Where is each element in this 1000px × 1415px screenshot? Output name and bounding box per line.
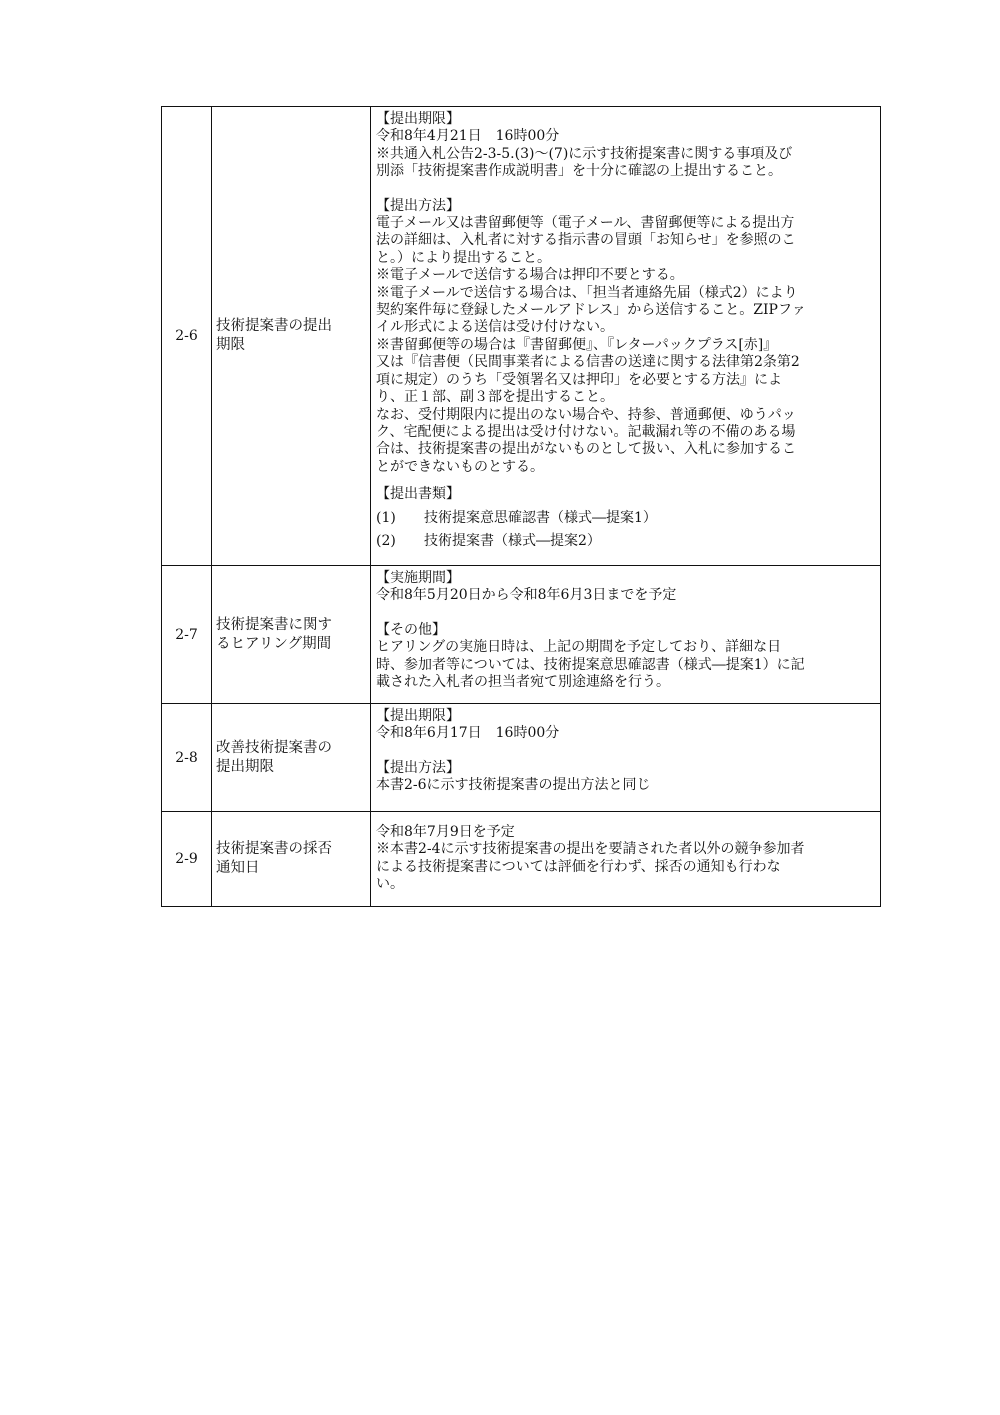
detail-line: ※本書2-4に示す技術提案書の提出を要請された者以外の競争参加者 <box>376 841 805 858</box>
detail-line: 別添「技術提案書作成説明書」を十分に確認の上提出すること。 <box>376 163 782 180</box>
detail-line: 法の詳細は、入札者に対する指示書の冒頭「お知らせ」を参照のこ <box>376 232 796 249</box>
detail-line: イル形式による送信は受け付けない。 <box>376 319 614 336</box>
row-item <box>212 107 371 566</box>
table-row <box>162 107 881 566</box>
section-heading: 【提出方法】 <box>376 759 460 776</box>
detail-line: ※共通入札公告2-3-5.(3)～(7)に示す技術提案書に関する事項及び <box>376 145 793 162</box>
schedule-table <box>161 106 881 907</box>
detail-line: 令和8年7月9日を予定 <box>376 824 515 840</box>
detail-line: 令和8年5月20日から令和8年6月3日までを予定 <box>376 587 677 604</box>
detail-line: による技術提案書については評価を行わず、採否の通知も行わな <box>376 858 781 875</box>
section-heading: 【提出方法】 <box>376 197 460 214</box>
item-line: 通知日 <box>216 860 260 876</box>
item-line: 期限 <box>216 337 245 353</box>
document-item-text: 技術提案意思確認書（様式―提案1） <box>424 509 657 526</box>
row-detail <box>371 566 881 704</box>
row-detail <box>371 704 881 812</box>
document-item-text: 技術提案書（様式―提案2） <box>424 532 601 549</box>
detail-line: 契約案件毎に登録したメールアドレス」から送信すること。ZIPファ <box>376 302 806 319</box>
detail-line: 令和8年4月21日 16時00分 <box>376 128 560 145</box>
document-item-number: (1) <box>376 509 396 526</box>
detail-line: り、正１部、副３部を提出すること。 <box>376 389 614 406</box>
detail-line: なお、受付期限内に提出のない場合や、持参、普通郵便、ゆうパッ <box>376 406 796 423</box>
item-line: 改善技術提案書の <box>216 739 332 756</box>
detail-line: とができないものとする。 <box>376 458 544 475</box>
row-number: 2-8 <box>162 704 212 812</box>
detail-line: ヒアリングの実施日時は、上記の期間を予定しており、詳細な日 <box>376 639 782 656</box>
item-line: 技術提案書に関す <box>216 616 332 633</box>
section-heading: 【提出期限】 <box>376 708 460 724</box>
detail-line: 本書2-6に示す技術提案書の提出方法と同じ <box>376 777 651 794</box>
table-row <box>162 812 881 907</box>
document-item <box>376 533 876 550</box>
row-detail <box>371 812 881 907</box>
detail-line: と。）により提出すること。 <box>376 249 551 266</box>
detail-line: い。 <box>376 876 404 893</box>
section-heading: 【提出期限】 <box>376 111 460 127</box>
row-number: 2-6 <box>162 107 212 566</box>
item-line: 提出期限 <box>216 758 274 775</box>
detail-line: 合は、技術提案書の提出がないものとして扱い、入札に参加するこ <box>376 441 796 458</box>
detail-line: ※書留郵便等の場合は『書留郵便』、『レターパックプラス[赤]』 <box>376 336 778 353</box>
table-row <box>162 704 881 812</box>
detail-line: 又は『信書便（民間事業者による信書の送達に関する法律第2条第2 <box>376 354 800 371</box>
detail-line: 令和8年6月17日 16時00分 <box>376 725 560 742</box>
row-item <box>212 704 371 812</box>
row-detail <box>371 107 881 566</box>
item-line: 技術提案書の提出 <box>216 318 332 334</box>
item-line: るヒアリング期間 <box>216 635 332 652</box>
section-heading: 【実施期間】 <box>376 570 460 586</box>
document-item-number: (2) <box>376 532 396 549</box>
section-heading: 【その他】 <box>376 621 446 638</box>
detail-line: 載された入札者の担当者宛て別途連絡を行う。 <box>376 674 670 691</box>
row-number: 2-9 <box>162 812 212 907</box>
detail-line: 時、参加者等については、技術提案意思確認書（様式―提案1）に記 <box>376 656 805 673</box>
detail-line: ※電子メールで送信する場合は、「担当者連絡先届（様式2）により <box>376 284 798 301</box>
document-item <box>376 510 876 527</box>
detail-line: ※電子メールで送信する場合は押印不要とする。 <box>376 267 684 284</box>
detail-line: 電子メール又は書留郵便等（電子メール、書留郵便等による提出方 <box>376 215 795 232</box>
table-row <box>162 566 881 704</box>
row-item <box>212 812 371 907</box>
row-number: 2-7 <box>162 566 212 704</box>
section-heading: 【提出書類】 <box>376 486 460 503</box>
detail-line: ク、宅配便による提出は受け付けない。記載漏れ等の不備のある場 <box>376 423 796 440</box>
detail-line: 項に規定）のうち「受領署名又は押印」を必要とする方法』によ <box>376 371 782 388</box>
item-line: 技術提案書の採否 <box>216 841 332 857</box>
row-item <box>212 566 371 704</box>
